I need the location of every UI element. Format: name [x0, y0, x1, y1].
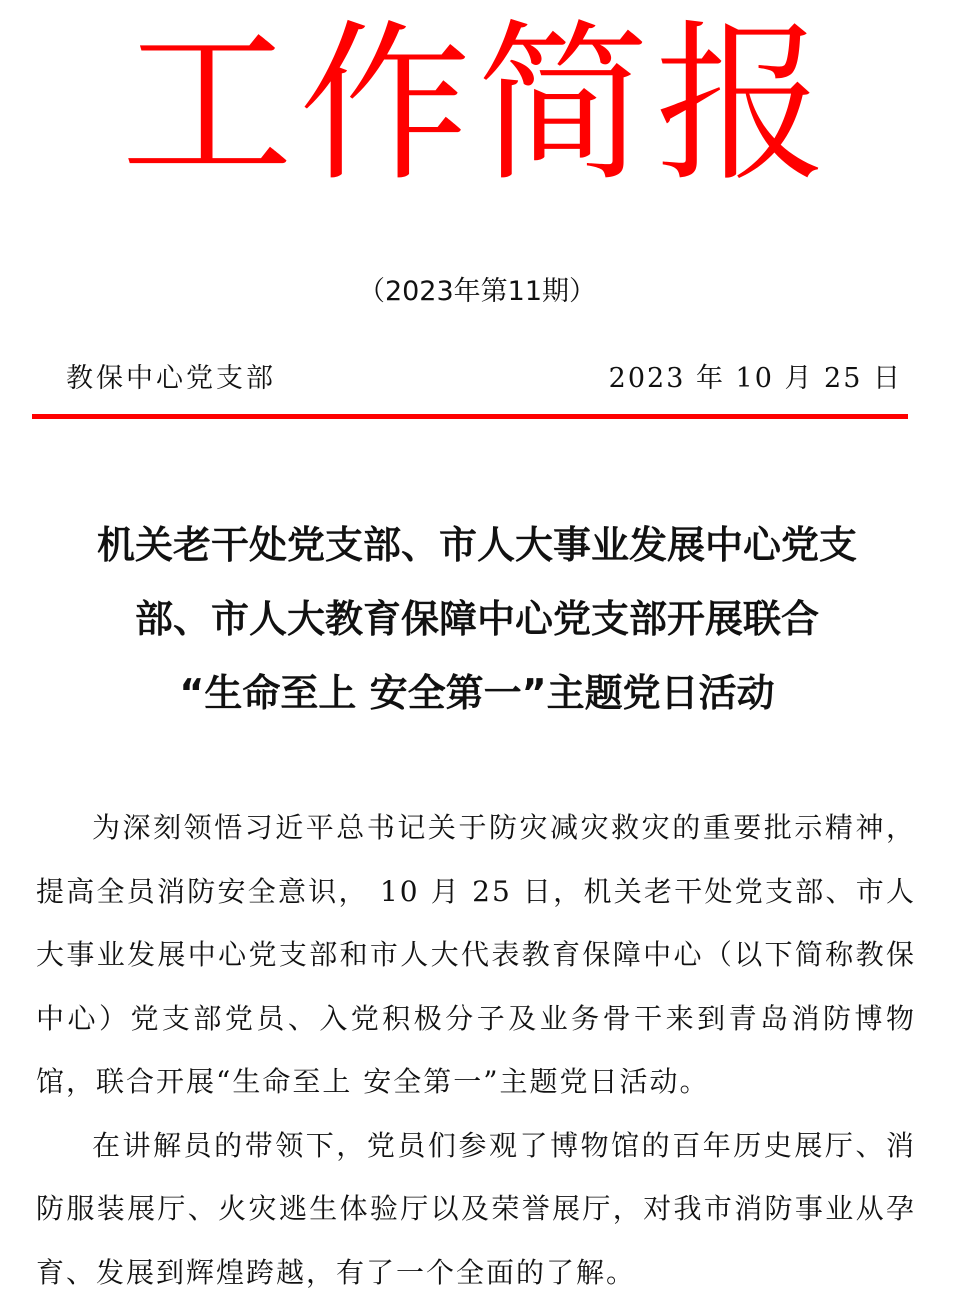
article-body: [36, 796, 916, 1304]
headline-line: “生命至上 安全第一”主题党日活动: [179, 671, 775, 715]
issuing-organization: 教保中心党支部: [66, 362, 276, 394]
masthead: [0, 0, 954, 230]
headline-line: 部、市人大教育保障中心党支部开展联合: [134, 597, 819, 641]
body-paragraph: 为深刻领悟习近平总书记关于防灾减灾救灾的重要批示精神，提高全员消防安全意识， 10 月 25 日，机关老干处党支部、市人大事业发展中心党支部和市人大代表教育保障中心（以下简称教保中心）党支部党员、入党积极分子及业务骨干来到青岛消防博物馆，联合开展“生命至上 安全第一”主题党日活动。: [36, 811, 916, 1098]
meta-row: [66, 355, 902, 395]
body-paragraph: 在讲解员的带领下，党员们参观了博物馆的百年历史展厅、消防服装展厅、火灾逃生体验厅以及荣誉展厅，对我市消防事业从孕育、发展到辉煌跨越，有了一个全面的了解。: [36, 1128, 916, 1289]
red-divider: [32, 414, 908, 419]
issue-date: 2023 年 10 月 25 日: [608, 362, 902, 394]
headline-line: 机关老干处党支部、市人大事业发展中心党支: [96, 523, 857, 567]
article-headline: [30, 508, 924, 730]
masthead-title: 工作简报: [121, 4, 833, 205]
issue-number: （2023年第11期）: [357, 276, 597, 307]
